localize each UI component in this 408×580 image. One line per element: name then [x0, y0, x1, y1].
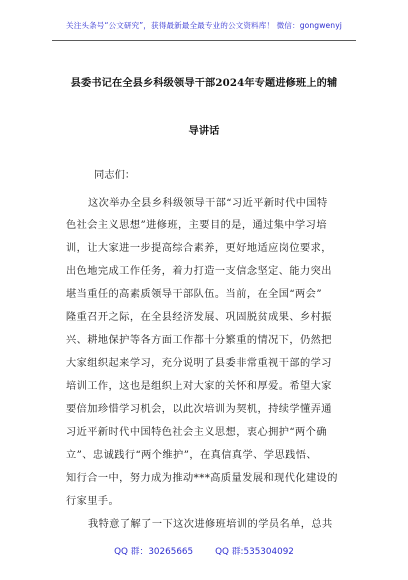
document-title-line-1: 县委书记在全县乡科级领导干部2024年专题进修班上的辅 [70, 77, 338, 89]
footer-qq-group-2: QQ 群:535304092 [215, 547, 294, 557]
body-line: 立”、忠诚践行“两个维护”，在真信真学、学思践悟、 [66, 450, 317, 461]
footer-contact [0, 544, 408, 557]
body-line: 隆重召开之际，在全县经济发展、巩固脱贫成果、乡村振 [66, 312, 332, 323]
body-line: 色社会主义思想”进修班，主要目的是，通过集中学习培 [66, 220, 327, 231]
document-title-line-2: 导讲话 [188, 125, 220, 137]
header-notice: 关注头条号“公文研究”，获得最新最全最专业的公文资料库！ 微信：gongwenyj [66, 21, 342, 30]
body-line: 行家里手。 [66, 496, 120, 507]
salutation: 同志们： [94, 169, 136, 181]
body-line: 知行合一中，努力成为推动***高质量发展和现代化建设的 [66, 473, 338, 484]
header-divider [52, 40, 356, 41]
body-line: 我特意了解了一下这次进修班培训的学员名单，总共 [88, 519, 333, 530]
body-line: 培训工作，这也是组织上对大家的关怀和厚爱。希望大家 [66, 381, 332, 392]
body-line: 堪当重任的高素质领导干部队伍。当前，在全国“两会” [66, 289, 322, 300]
body-line: 大家组织起来学习，充分说明了县委非常重视干部的学习 [66, 358, 332, 369]
footer-qq-group-1: QQ 群：30265665 [114, 547, 194, 557]
body-line: 习近平新时代中国特色社会主义思想，衷心拥护“两个确 [66, 427, 327, 438]
body-line: 训，让大家进一步提高综合素养，更好地适应岗位要求， [66, 243, 332, 254]
body-line: 要倍加珍惜学习机会，以此次培训为契机，持续学懂弄通 [66, 404, 332, 415]
body-line: 兴、耕地保护等各方面工作都十分繁重的情况下，仍然把 [66, 335, 332, 346]
body-line: 这次举办全县乡科级领导干部“习近平新时代中国特 [88, 198, 328, 209]
body-line: 出色地完成工作任务，着力打造一支信念坚定、能力突出 [66, 266, 332, 277]
